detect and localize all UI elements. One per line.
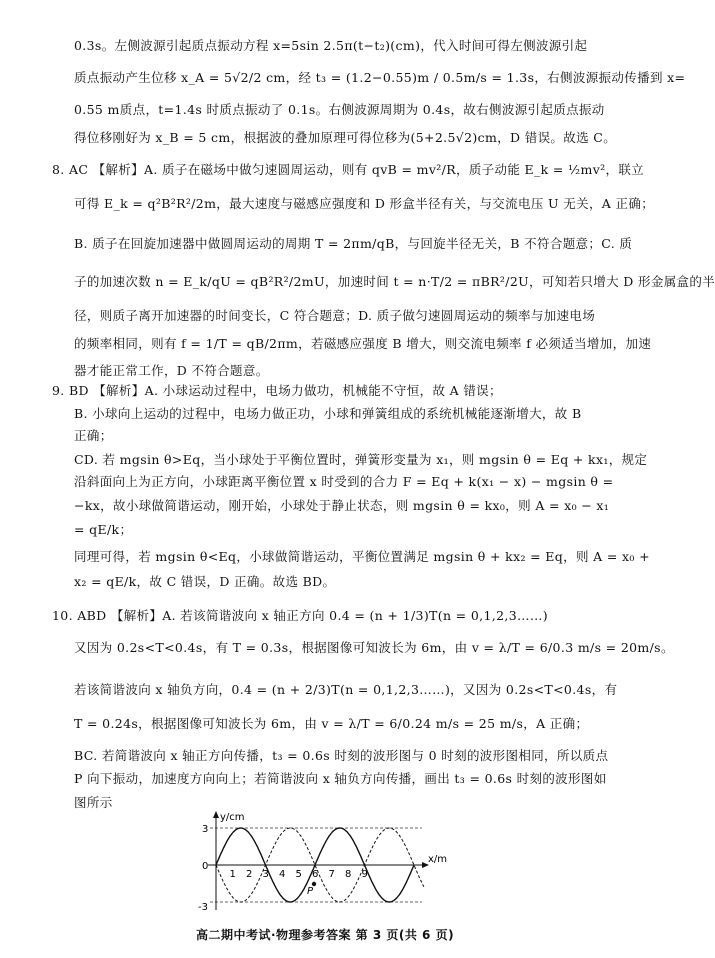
q9-line: = qE/k； [74, 522, 133, 537]
q10-line: P 向下振动，加速度方向向上；若简谐波向 x 轴负方向传播，画出 t₃ = 0.6s 时刻的波形图如 [74, 771, 607, 786]
q9-line: 沿斜面向上为正方向，小球距离平衡位置 x 时受到的合力 F = Eq + k(x₁ − x) − mgsin θ = [74, 474, 614, 489]
x-tick-label: 5 [295, 869, 302, 880]
y-axis-label: y/cm [220, 812, 245, 823]
q10-line: 10. ABD 【解析】A. 若该简谐波向 x 轴正方向 0.4 = (n + 1/3)T(n = 0,1,2,3……) [52, 608, 548, 623]
y-axis-arrow [213, 811, 219, 818]
text-line: 得位移刚好为 x_B = 5 cm，根据波的叠加原理可得位移为(5+2.5√2)cm，D 错误。故选 C。 [74, 130, 617, 145]
q8-line: 子的加速次数 n = E_k/qU = qB²R²/2mU，加速时间 t = n·T/2 = πBR²/2U，可知若只增大 D 形金属盒的半 [74, 274, 715, 289]
x-tick-label: 7 [328, 869, 335, 880]
q8-line: 径，则质子离开加速器的时间变长，C 符合题意；D. 质子做匀速圆周运动的频率与加速电场 [74, 308, 596, 323]
x-tick-label: 2 [246, 869, 253, 880]
point-p-label: P [307, 886, 314, 897]
q10-line: 若该简谐波向 x 轴负方向，0.4 = (n + 2/3)T(n = 0,1,2,3……)，又因为 0.2s<T<0.4s，有 [74, 682, 618, 697]
q8-line: 的频率相同，则有 f = 1/T = qB/2πm，若磁感应强度 B 增大，则交流电频率 f 必须适当增加，加速 [74, 336, 652, 351]
y-tick-label: -3 [198, 902, 208, 913]
page-footer: 高二期中考试·物理参考答案 第 3 页(共 6 页) [195, 928, 455, 942]
wave-graph [190, 810, 450, 915]
x-tick-label: 9 [361, 869, 368, 880]
q8-line: 可得 E_k = q²B²R²/2m，最大速度与磁感应强度和 D 形盒半径有关，与交流电压 U 无关，A 正确； [74, 196, 655, 211]
text-line: 0.55 m质点，t=1.4s 时质点振动了 0.1s。右侧波源周期为 0.4s，故右侧波源引起质点振动 [74, 102, 605, 117]
x-tick-label: 6 [312, 869, 319, 880]
text-line: 0.3s。左侧波源引起质点振动方程 x=5sin 2.5π(t−t₂)(cm)，代入时间可得左侧波源引起 [74, 38, 588, 53]
q9-line: 9. BD 【解析】A. 小球运动过程中，电场力做功，机械能不守恒，故 A 错误； [52, 383, 502, 398]
q9-line: 同理可得，若 mgsin θ<Eq，小球做简谐运动，平衡位置满足 mgsin θ + kx₂ = Eq，则 A = x₀ + [74, 549, 650, 564]
x-tick-labels [230, 869, 368, 880]
q8-line: 器才能正常工作，D 不符合题意。 [74, 363, 269, 378]
x-tick-label: 3 [262, 869, 269, 880]
y-tick-label: 0 [202, 861, 209, 872]
x-axis-label: x/m [428, 854, 448, 865]
x-tick-label: 8 [345, 869, 352, 880]
x-tick-label: 1 [229, 869, 236, 880]
q10-line: T = 0.24s，根据图像可知波长为 6m，由 v = λ/T = 6/0.24 m/s = 25 m/s，A 正确； [74, 716, 589, 731]
q8-line: 8. AC 【解析】A. 质子在磁场中做匀速圆周运动，则有 qvB = mv²/R，质子动能 E_k = ½mv²，联立 [52, 162, 645, 177]
q9-line: CD. 若 mgsin θ>Eq，当小球处于平衡位置时，弹簧形变量为 x₁，则 mgsin θ = Eq + kx₁，规定 [74, 452, 648, 467]
q10-line: BC. 若简谐波向 x 轴正方向传播，t₃ = 0.6s 时刻的波形图与 0 时刻的波形图相同，所以质点 [74, 748, 609, 763]
q10-line: 图所示 [74, 795, 113, 810]
q9-line: −kx，故小球做简谐运动，刚开始，小球处于静止状态，则 mgsin θ = kx₀，则 A = x₀ − x₁ [74, 498, 610, 513]
q10-line: 又因为 0.2s<T<0.4s，有 T = 0.3s，根据图像可知波长为 6m，由 v = λ/T = 6/0.3 m/s = 20m/s。 [74, 640, 674, 655]
q9-line: 正确； [74, 428, 113, 443]
q8-line: B. 质子在回旋加速器中做圆周运动的周期 T = 2πm/qB，与回旋半径无关，B 不符合题意；C. 质 [74, 236, 633, 251]
q9-line: B. 小球向上运动的过程中，电场力做正功，小球和弹簧组成的系统机械能逐渐增大，故 B [74, 406, 582, 421]
text-line: 质点振动产生位移 x_A = 5√2/2 cm，经 t₃ = (1.2−0.55)m / 0.5m/s = 1.3s，右侧波源振动传播到 x= [74, 70, 686, 85]
x-tick-label: 4 [279, 869, 286, 880]
q9-line: x₂ = qE/k，故 C 错误，D 正确。故选 BD。 [74, 574, 336, 589]
y-tick-label: 3 [202, 824, 209, 835]
